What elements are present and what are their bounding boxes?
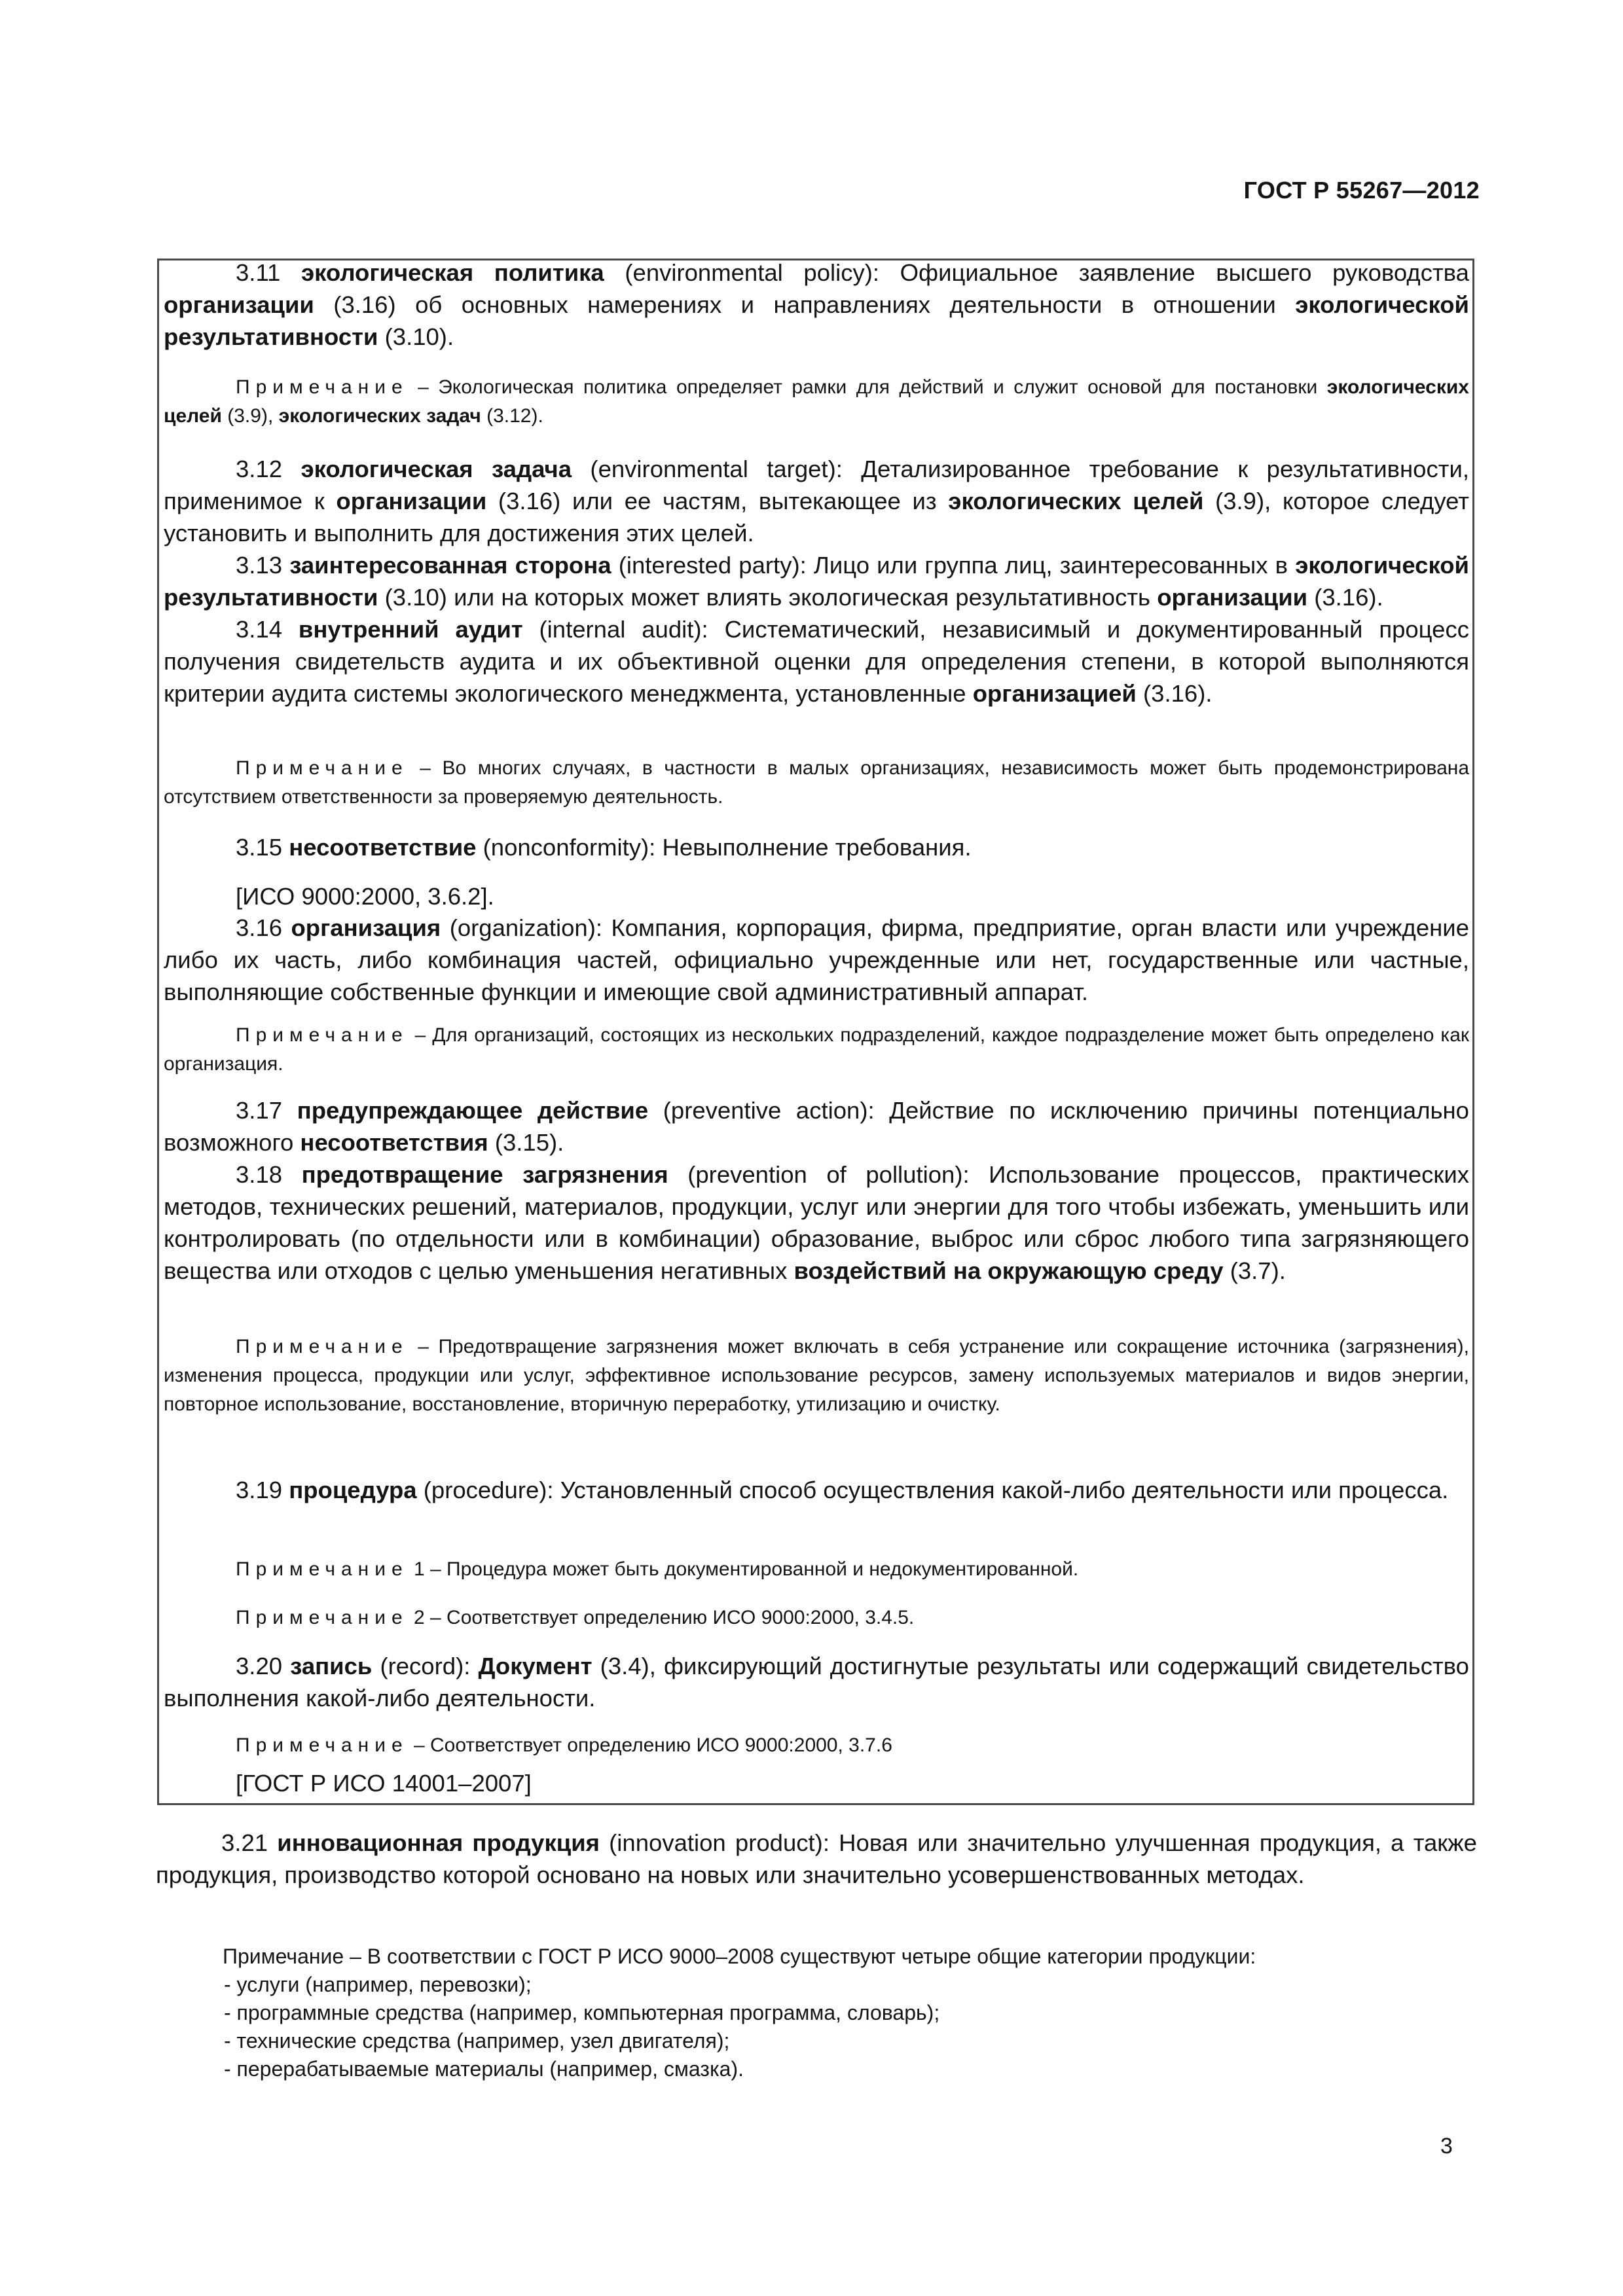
term-3-18: 3.18 предотвращение загрязнения (prevention of pollution): Использование процессов, практических методов, технических решений, материалов, продукции, услуг или энергии для того чтобы избежать, уменьшить или контролировать (по отдельности или в комбинации) образование, выброс или сброс любого типа загрязняющего вещества или отходов с целью уменьшения негативных воздействий на окружающую среду (3.7). <box>164 1161 1469 1284</box>
term-3-17: 3.17 предупреждающее действие (preventive action): Действие по исключению причины потенциально возможного несоответствия (3.15). <box>164 1097 1469 1156</box>
list-item: - программные средства (например, компьютерная программа, словарь); <box>224 2001 940 2024</box>
note-3-20: Примечание – Соответствует определению ИСО 9000:2000, 3.7.6 <box>236 1734 892 1756</box>
note-3-16: Примечание – Для организаций, состоящих из нескольких подразделений, каждое подразделение может быть определено как организация. <box>164 1024 1469 1075</box>
term-3-21: 3.21 инновационная продукция (innovation product): Новая или значительно улучшенная продукция, а также продукция, производство которой основано на новых или значительно усовершенствованных методах. <box>156 1829 1477 1888</box>
list-item: - перерабатываемые материалы (например, смазка). <box>224 2057 744 2081</box>
ref-3-20: [ГОСТ Р ИСО 14001–2007] <box>236 1770 532 1797</box>
note-3-21: Примечание – В соответствии с ГОСТ Р ИСО 9000–2008 существуют четыре общие категории продукции: - услуги (например, перевозки); - программные средства (например, компьютерная программа, словарь); - технические средства (например, узел двигателя); - перерабатываемые материалы (например, смазка). <box>164 1943 1473 2083</box>
term-3-14: 3.14 внутренний аудит (internal audit): Систематический, независимый и документированный процесс получения свидетельств аудита и их объективной оценки для определения степени, в которой выполняются критерии аудита системы экологического менеджмента, установленные организацией (3.16). <box>164 616 1469 707</box>
term-3-15: 3.15 несоответствие (nonconformity): Невыполнение требования. <box>236 834 972 861</box>
list-item: - технические средства (например, узел двигателя); <box>224 2029 730 2053</box>
term-3-13: 3.13 заинтересованная сторона (interested party): Лицо или группа лиц, заинтересованных в экологической результативности (3.10) или на которых может влиять экологическая результативность организации (3.16). <box>164 552 1469 611</box>
term-3-12: 3.12 экологическая задача (environmental target): Детализированное требование к результативности, применимое к организации (3.16) или ее частям, вытекающее из экологических целей (3.9), которое следует установить и выполнить для достижения этих целей. <box>164 456 1469 547</box>
standard-header: ГОСТ Р 55267—2012 <box>1243 177 1480 204</box>
term-3-19: 3.19 процедура (procedure): Установленный способ осуществления какой-либо деятельности или процесса. <box>236 1477 1449 1503</box>
terms-3-12-to-3-14 <box>164 453 1469 709</box>
term-3-11: 3.11 экологическая политика (environmental policy): Официальное заявление высшего руководства организации (3.16) об основных намерениях и направлениях деятельности в отношении экологической результативности (3.10). <box>164 259 1469 350</box>
page-number: 3 <box>1440 2134 1453 2159</box>
list-item: - услуги (например, перевозки); <box>224 1973 532 1996</box>
note-3-14: Примечание – Во многих случаях, в частности в малых организациях, независимость может быть продемонстрирована отсутствием ответственности за проверяемую деятельность. <box>164 757 1469 808</box>
note2-3-19: Примечание 2 – Соответствует определению ИСО 9000:2000, 3.4.5. <box>236 1607 915 1628</box>
note-3-18: Примечание – Предотвращение загрязнения может включать в себя устранение или сокращение источника (загрязнения), изменения процесса, продукции или услуг, эффективное использование ресурсов, замену используемых материалов и видов энергии, повторное использование, восстановление, вторичную переработку, утилизацию и очистку. <box>164 1336 1469 1415</box>
term-3-16: 3.16 организация (organization): Компания, корпорация, фирма, предприятие, орган власти или учреждение либо их часть, либо комбинация частей, официально учрежденные или нет, государственные или частные, выполняющие собственные функции и имеющие свой административный аппарат. <box>164 914 1469 1005</box>
term-3-20: 3.20 запись (record): Документ (3.4), фиксирующий достигнутые результаты или содержащий свидетельство выполнения какой-либо деятельности. <box>164 1653 1469 1712</box>
note1-3-19: Примечание 1 – Процедура может быть документированной и недокументированной. <box>236 1558 1079 1580</box>
terms-3-17-3-18 <box>164 1094 1469 1287</box>
ref-3-15: [ИСО 9000:2000, 3.6.2]. <box>236 883 494 910</box>
term-title: экологическая политика <box>301 259 604 286</box>
note-3-11: Примечание – Экологическая политика определяет рамки для действий и служит основой для постановки экологических целей (3.9), экологических задач (3.12). <box>164 376 1469 427</box>
